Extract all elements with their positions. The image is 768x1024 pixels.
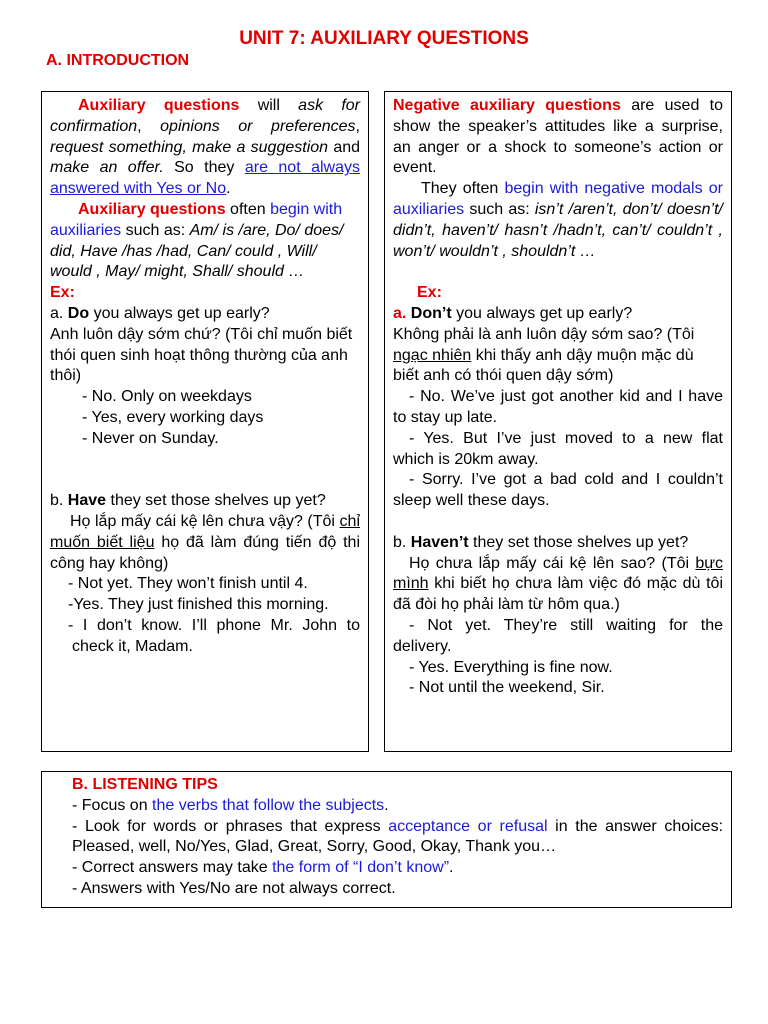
page-title: UNIT 7: AUXILIARY QUESTIONS bbox=[239, 28, 529, 49]
left-example-a-answer: - No. Only on weekdays bbox=[82, 388, 252, 406]
tip-item: - Correct answers may take the form of “I don’t know”. bbox=[72, 859, 454, 877]
left-intro-paragraph: Auxiliary questions will ask for confirmation, opinions or preferences, request something, make a suggestion and make an offer. So they are not always answered with Yes or No. bbox=[50, 97, 361, 198]
left-example-b-question: b. Have they set those shelves up yet? bbox=[50, 492, 326, 510]
right-modals-paragraph: They often begin with negative modals or auxiliaries such as: isn’t /aren’t, don’t/ doesn’t/ didn’t, haven’t/ hasn’t /hadn’t, can’t/ couldn’t , won’t/ wouldn’t , shouldn’t … bbox=[393, 180, 723, 260]
negative-auxiliary-questions-box bbox=[384, 91, 732, 752]
tip-item: - Answers with Yes/No are not always correct. bbox=[72, 879, 396, 897]
left-ex-label: Ex: bbox=[50, 284, 75, 302]
right-example-b-translation: Họ chưa lắp mấy cái kệ lên sao? (Tôi bực mình khi biết họ chưa làm việc đó mặc dù tôi đã đòi họ phải làm từ hôm qua.) bbox=[393, 554, 723, 614]
right-ex-label: Ex: bbox=[417, 284, 442, 302]
left-example-a-question: a. Do you always get up early? bbox=[50, 304, 270, 322]
listening-tips-box bbox=[41, 771, 732, 908]
right-example-a-answer: - Sorry. I’ve got a bad cold and I couldn’t sleep well these days. bbox=[393, 471, 723, 510]
right-example-b-answer: - Yes. Everything is fine now. bbox=[409, 658, 613, 676]
left-example-b-answer: - I don’t know. I’ll phone Mr. John to check it, Madam. bbox=[68, 616, 360, 655]
right-example-a-question: a. Don’t you always get up early? bbox=[393, 304, 633, 322]
listening-tips-heading: B. LISTENING TIPS bbox=[72, 776, 218, 793]
right-intro-paragraph: Negative auxiliary questions are used to show the speaker’s attitudes like a surprise, an anger or a shock to someone’s action or event. bbox=[393, 97, 724, 177]
auxiliary-questions-box bbox=[41, 91, 369, 752]
right-example-a-answer: - No. We’ve just got another kid and I have to stay up late. bbox=[393, 388, 723, 426]
left-example-b-answer: -Yes. They just finished this morning. bbox=[68, 596, 329, 614]
tip-item: - Focus on the verbs that follow the subjects. bbox=[72, 796, 389, 814]
left-example-b-translation: Họ lắp mấy cái kệ lên chưa vậy? (Tôi chỉ muốn biết liệu họ đã làm đúng tiến độ thi công hay không) bbox=[50, 512, 360, 572]
left-example-a-translation: Anh luôn dậy sớm chứ? (Tôi chỉ muốn biết thói quen sinh hoạt thông thường của anh thôi) bbox=[50, 325, 353, 385]
left-auxiliaries-paragraph: Auxiliary questions often begin with auxiliaries such as: Am/ is /are, Do/ does/ did, Have /has /had, Can/ could , Will/ would , May/ might, Shall/ should … bbox=[50, 200, 344, 281]
left-example-b-answer: - Not yet. They won’t finish until 4. bbox=[68, 575, 308, 593]
right-example-b-question: b. Haven’t they set those shelves up yet? bbox=[393, 533, 689, 551]
right-example-a-translation: Không phải là anh luôn dậy sớm sao? (Tôi ngạc nhiên khi thấy anh dậy muộn mặc dù biết anh có thói quen dậy sớm) bbox=[393, 325, 695, 385]
right-example-b-answer: - Not yet. They’re still waiting for the delivery. bbox=[393, 616, 723, 655]
left-example-a-answer: - Never on Sunday. bbox=[82, 429, 219, 447]
section-a-heading: A. INTRODUCTION bbox=[46, 52, 190, 69]
right-example-b-answer: - Not until the weekend, Sir. bbox=[409, 679, 605, 697]
left-example-a-answer: - Yes, every working days bbox=[82, 408, 264, 426]
tip-item: - Look for words or phrases that express acceptance or refusal in the answer choices: Pleased, well, No/Yes, Glad, Great, Sorry, Good, Okay, Thank you… bbox=[72, 817, 724, 856]
right-example-a-answer: - Yes. But I’ve just moved to a new flat which is 20km away. bbox=[393, 429, 723, 468]
